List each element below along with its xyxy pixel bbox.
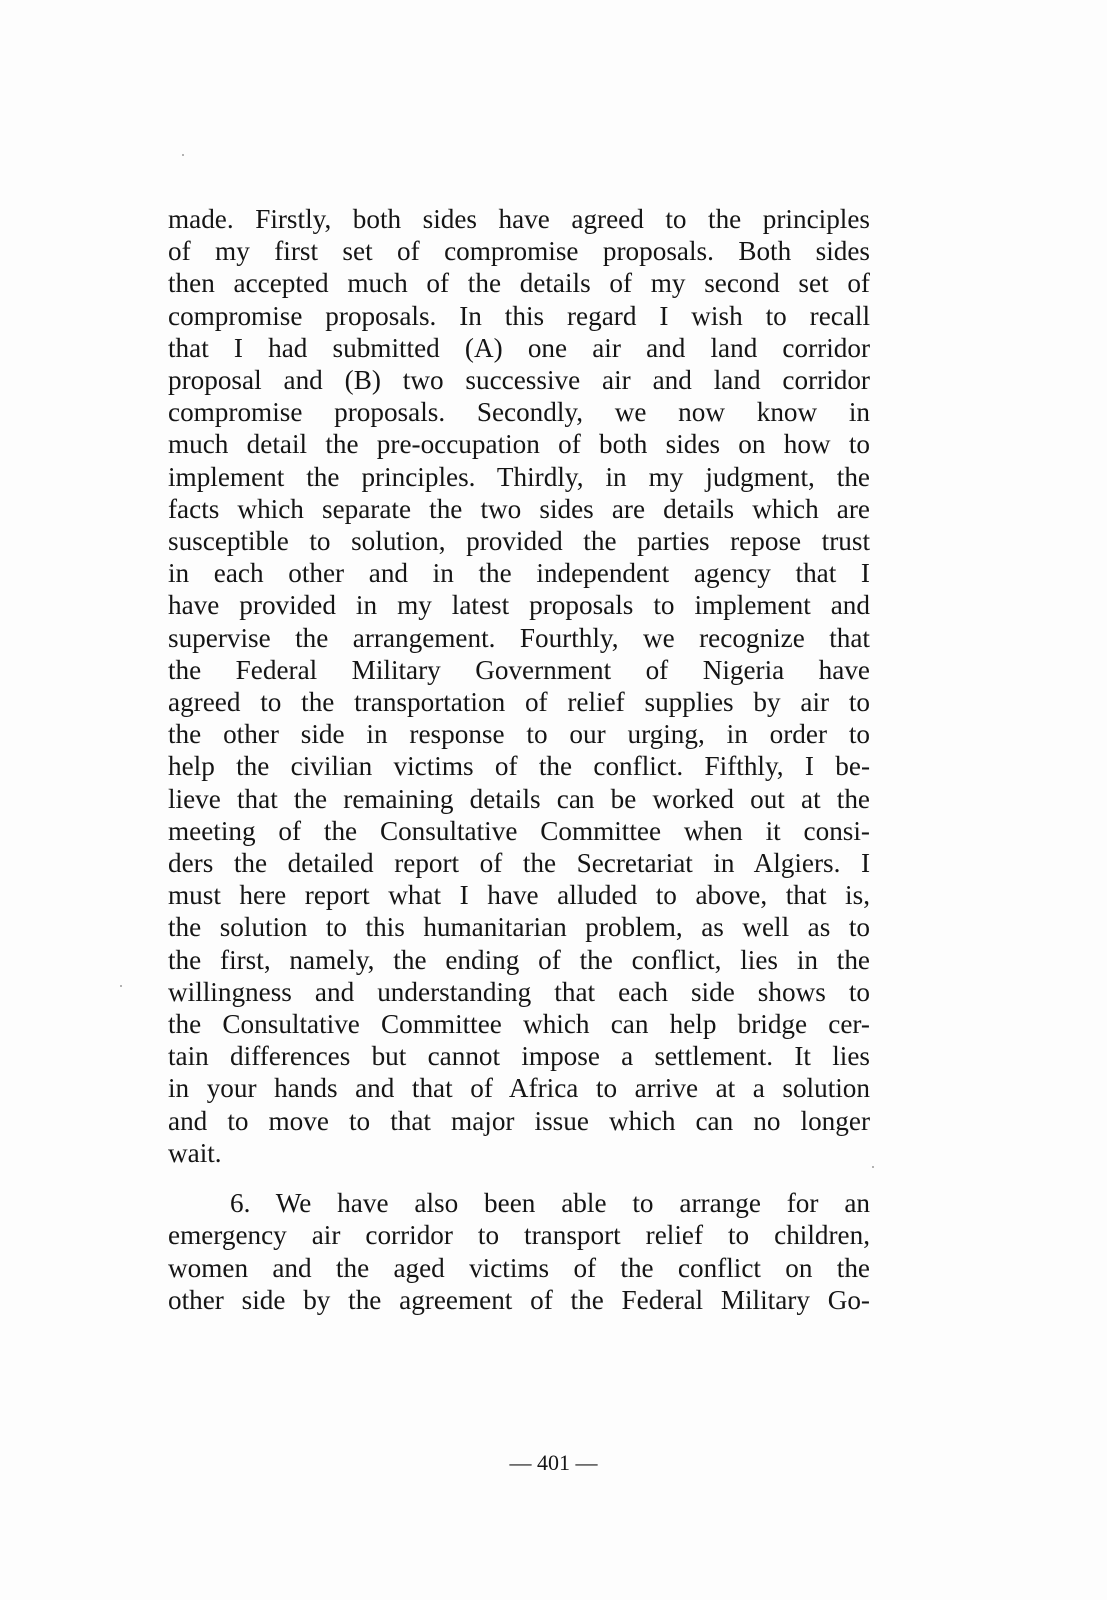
text-line: of my first set of compromise proposals. Both sides: [168, 236, 870, 267]
text-line: meeting of the Consultative Committee when it consi-: [168, 815, 870, 846]
text-line: susceptible to solution, provided the parties repose trust: [168, 526, 870, 557]
text-line: willingness and understanding that each side shows to: [168, 976, 870, 1007]
text-line: proposal and (B) two successive air and land corridor: [168, 365, 870, 396]
text-line: the Consultative Committee which can help bridge cer-: [168, 1009, 870, 1040]
text-line: in each other and in the independent agency that I: [168, 558, 870, 589]
text-line: the first, namely, the ending of the conflict, lies in the: [168, 944, 870, 975]
text-line: implement the principles. Thirdly, in my judgment, the: [168, 461, 870, 492]
text-line: tain differences but cannot impose a settlement. It lies: [168, 1041, 870, 1072]
text-line: ders the detailed report of the Secretariat in Algiers. I: [168, 848, 870, 879]
text-line: then accepted much of the details of my second set of: [168, 268, 870, 299]
text-line: 6. We have also been able to arrange for an: [230, 1188, 870, 1219]
text-line: other side by the agreement of the Federal Military Go-: [168, 1284, 870, 1315]
scan-speck: [182, 154, 184, 156]
text-line: women and the aged victims of the conflict on the: [168, 1252, 870, 1283]
scan-speck: [872, 1166, 874, 1168]
text-line: help the civilian victims of the conflict. Fifthly, I be-: [168, 751, 870, 782]
text-line: agreed to the transportation of relief supplies by air to: [168, 687, 870, 718]
text-line: facts which separate the two sides are details which are: [168, 493, 870, 524]
text-line: must here report what I have alluded to above, that is,: [168, 880, 870, 911]
text-line: compromise proposals. In this regard I wish to recall: [168, 300, 870, 331]
scan-speck: [120, 985, 122, 987]
text-line: supervise the arrangement. Fourthly, we recognize that: [168, 622, 870, 653]
page-number: — 401 —: [509, 1450, 598, 1475]
text-line: made. Firstly, both sides have agreed to the principles: [168, 204, 870, 234]
text-line: much detail the pre-occupation of both sides on how to: [168, 429, 870, 460]
text-line: the Federal Military Government of Nigeria have: [168, 654, 870, 685]
text-line: and to move to that major issue which can no longer: [168, 1105, 870, 1136]
paragraph-2: [168, 1187, 870, 1316]
text-line: that I had submitted (A) one air and land corridor: [168, 332, 870, 363]
text-line: lieve that the remaining details can be worked out at the: [168, 783, 870, 814]
body-text: [168, 203, 870, 1316]
text-line: emergency air corridor to transport relief to children,: [168, 1220, 870, 1251]
paragraph-spacer: [168, 1169, 870, 1187]
text-line: in your hands and that of Africa to arrive at a solution: [168, 1073, 870, 1104]
text-line: compromise proposals. Secondly, we now know in: [168, 397, 870, 428]
text-line: wait.: [168, 1137, 222, 1168]
text-line: the other side in response to our urging, in order to: [168, 719, 870, 750]
paragraph-1: [168, 203, 870, 1169]
text-line: the solution to this humanitarian problem, as well as to: [168, 912, 870, 943]
text-line: have provided in my latest proposals to implement and: [168, 590, 870, 621]
